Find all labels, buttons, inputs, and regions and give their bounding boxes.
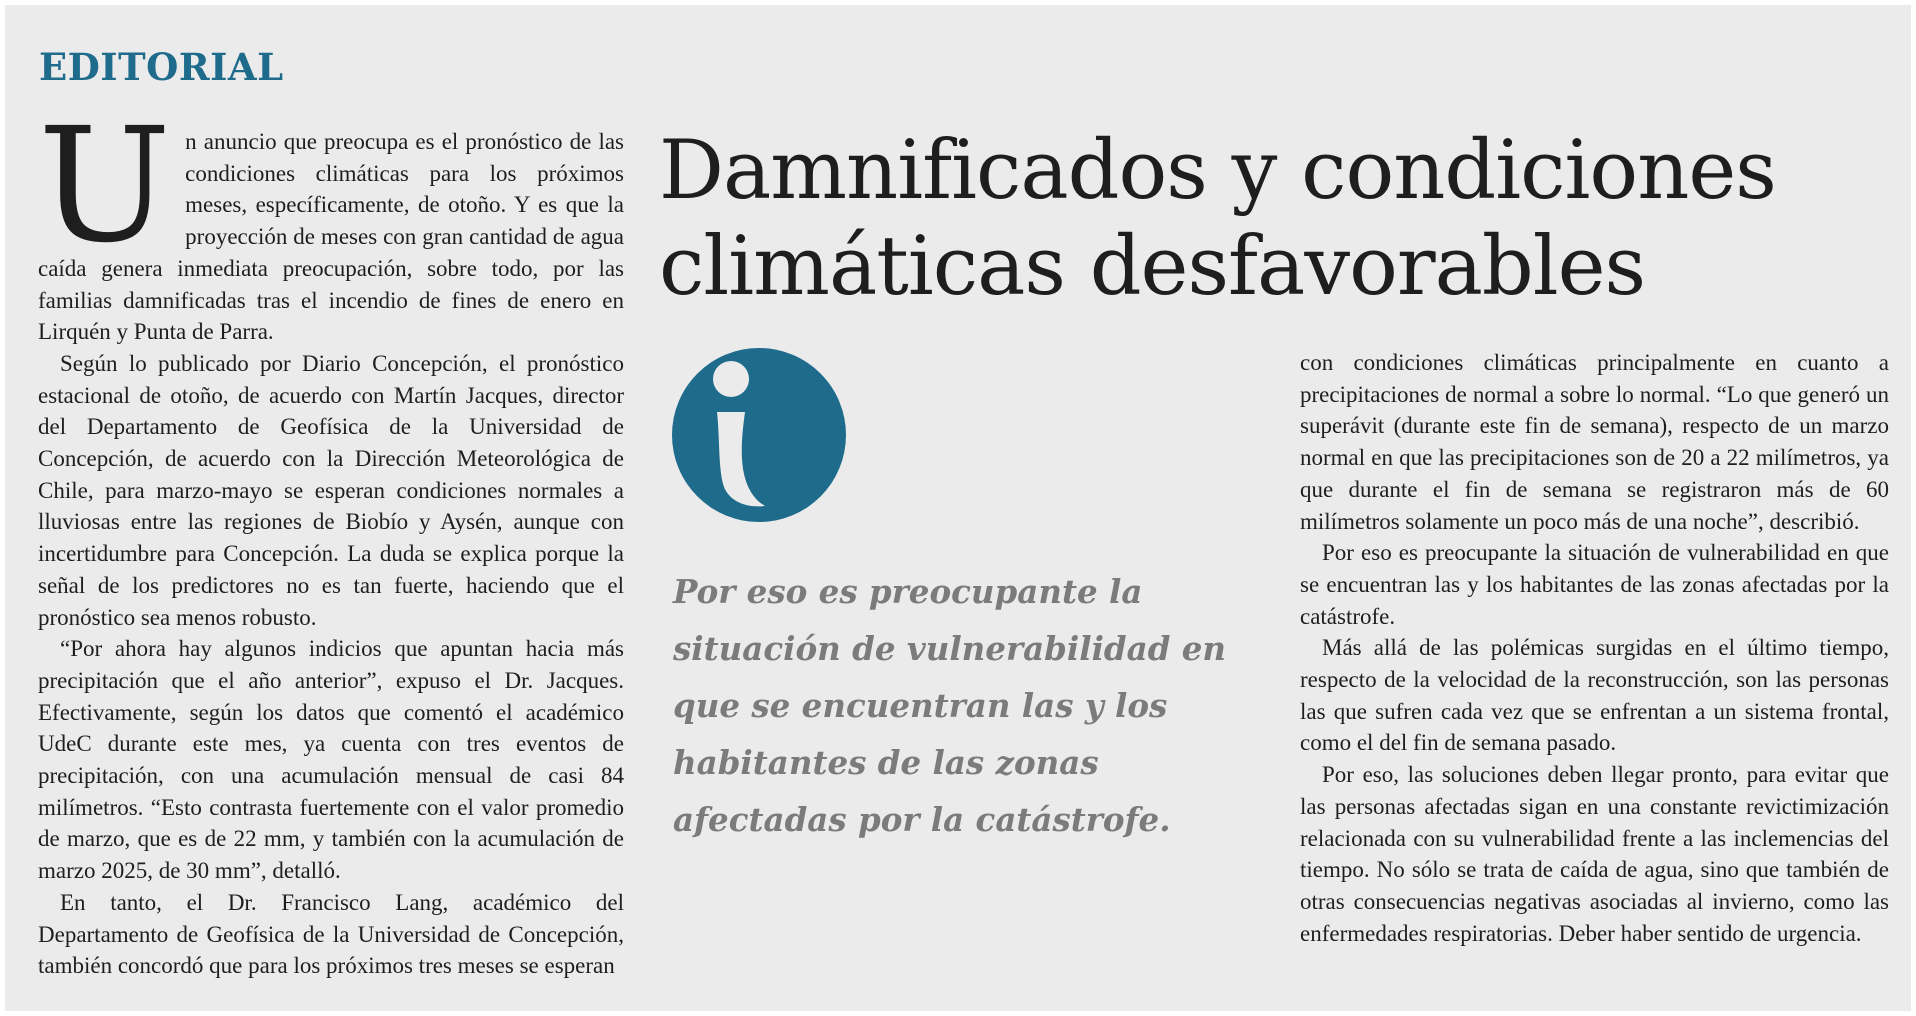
paragraph: Por eso, las soluciones deben llegar pronto, para evitar que las personas afectadas sigan en una constante revictimización relacionada con su vulnerabilidad frente a las inclemencias del tiempo. No sólo se trata de caída de agua, sino que también de otras consecuencias negativas asociadas al invierno, como las enfermedades respiratorias. Deber haber sentido de urgencia. <box>1300 762 1889 946</box>
section-label: EDITORIAL <box>39 45 284 89</box>
headline: Damnificados y condiciones climáticas desfavorables <box>659 124 1776 314</box>
paragraph: En tanto, el Dr. Francisco Lang, académico del Departamento de Geofísica de la Universidad de Concepción, también concordó que para los próximos tres meses se esperan <box>38 889 624 979</box>
drop-cap: U <box>38 94 172 278</box>
paragraph: con condiciones climáticas principalmente en cuanto a precipitaciones de normal a sobre lo normal. “Lo que generó un superávit (durante este fin de semana), respecto de un marzo normal en que las precipitaciones son de 20 a 22 milímetros, ya que durante el fin de semana se registraron más de 60 milímetros solamente un poco más de una noche”, describió. <box>1300 350 1889 534</box>
paragraph: Más allá de las polémicas surgidas en el último tiempo, respecto de la velocidad de la reconstrucción, son las personas las que sufren cada vez que se enfrentan a un sistema frontal, como el del fin de semana pasado. <box>1300 635 1889 756</box>
body-column-right <box>1300 347 1889 949</box>
paragraph: Por eso es preocupante la situación de vulnerabilidad en que se encuentran las y los habitantes de las zonas afectadas por la catástrofe. <box>1300 540 1889 629</box>
info-icon <box>671 344 847 526</box>
paragraph: “Por ahora hay algunos indicios que apuntan hacia más precipitación que el año anterior”, expuso el Dr. Jacques. Efectivamente, según los datos que comentó el académico UdeC durante este mes, ya cuenta con tres eventos de precipitación, con una acumulación mensual de casi 84 milímetros. “Esto contrasta fuertemente con el valor promedio de marzo, que es de 22 mm, y también con la acumulación de marzo 2025, de 30 mm”, detalló. <box>38 636 624 884</box>
paragraph: Según lo publicado por Diario Concepción, el pronóstico estacional de otoño, de acuerdo con Martín Jacques, director del Departamento de Geofísica de la Universidad de Concepción, de acuerdo con la Dirección Meteorológica de Chile, para marzo-mayo se esperan condiciones normales a lluviosas entre las regiones de Biobío y Aysén, aunque con incertidumbre para Concepción. La duda se explica porque la señal de los predictores no es tan fuerte, haciendo que el pronóstico sea menos robusto. <box>38 350 624 630</box>
paragraph-text: n anuncio que preocupa es el pronóstico de las condiciones climáticas para los próximos meses, específicamente, de otoño. Y es que la proyección de meses con gran cantidad de agua caída genera inmediata preocupación, sobre todo, por las familias damnificadas tras el incendio de fines de enero en Lirquén y Punta de Parra. <box>38 129 624 345</box>
body-column-left <box>38 94 624 982</box>
paragraph <box>38 94 624 348</box>
editorial-page <box>5 5 1911 1011</box>
pull-quote: Por eso es preocupante la situación de vulnerabilidad en que se encuentran las y los habitantes de las zonas afectadas por la catástrofe. <box>673 572 1227 839</box>
